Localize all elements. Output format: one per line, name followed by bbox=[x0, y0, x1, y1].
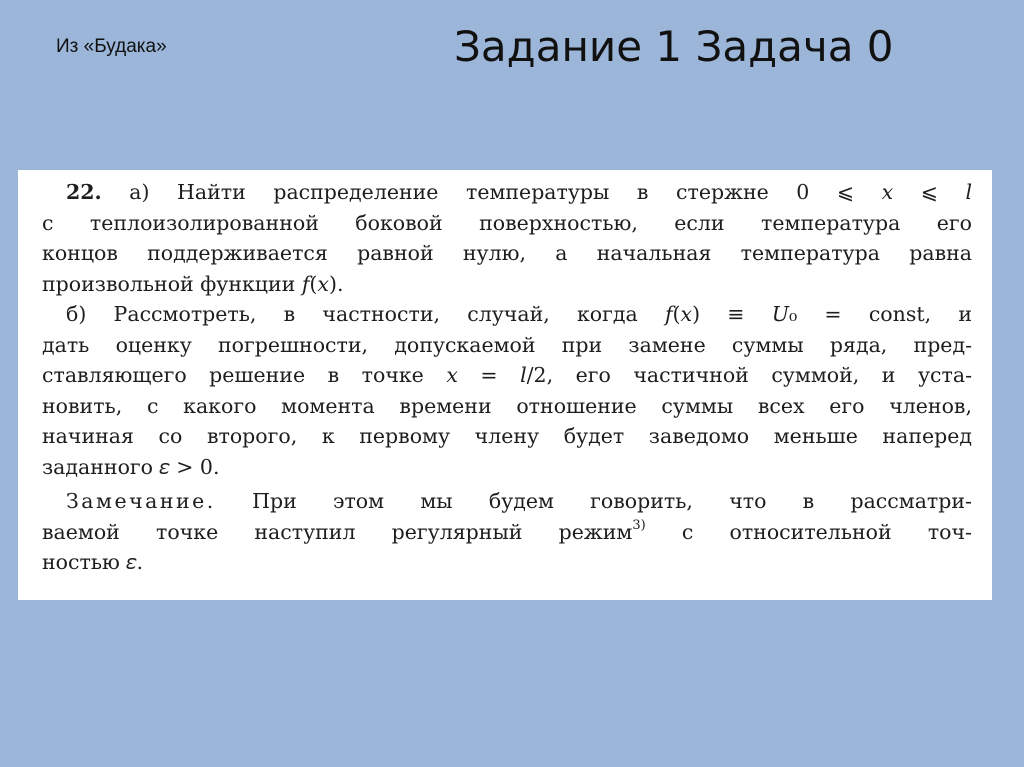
remark-line-2-text: ваемой точке наступил регулярный режим bbox=[42, 519, 633, 544]
problem-line-1 bbox=[42, 177, 972, 208]
remark-line-2 bbox=[42, 517, 972, 548]
problem-line-2: с теплоизолированной боковой поверхностью, если температура его bbox=[42, 210, 972, 235]
remark-line-1 bbox=[42, 486, 972, 517]
problem-line-9: начиная со второго, к первому члену будет заведомо меньше наперед bbox=[42, 424, 972, 448]
problem-line-1-text: а) Найти распределение температуры в стержне 0 ⩽ 𝑥 ⩽ 𝑙 bbox=[129, 180, 972, 204]
remark-line-1-text: При этом мы будем говорить, что в рассматри- bbox=[252, 489, 972, 513]
problem-line-4: произвольной функции 𝑓(𝑥). bbox=[42, 271, 344, 296]
problem-line-10: заданного 𝜀 > 0. bbox=[42, 454, 220, 479]
problem-line-5: б) Рассмотреть, в частности, случай, когда 𝑓(𝑥) ≡ 𝑈₀ = const, и bbox=[66, 302, 972, 326]
remark-line-2-tail: с относительной точ- bbox=[681, 519, 972, 544]
remark-line-3: ностью 𝜀. bbox=[42, 550, 144, 574]
scanned-problem-excerpt bbox=[18, 170, 992, 600]
remark-label: Замечание. bbox=[66, 489, 216, 513]
problem-line-7: ставляющего решение в точке 𝑥 = 𝑙/2, его частичной суммой, и уста- bbox=[42, 363, 972, 387]
slide-title: Задание 1 Задача 0 bbox=[454, 22, 894, 71]
problem-line-3: концов поддерживается равной нулю, а начальная температура равна bbox=[42, 241, 972, 265]
problem-line-6: дать оценку погрешности, допускаемой при замене суммы ряда, пред- bbox=[42, 332, 972, 357]
footnote-ref: 3) bbox=[632, 517, 646, 533]
problem-number: 22. bbox=[66, 180, 102, 204]
source-note: Из «Будака» bbox=[56, 36, 167, 57]
problem-text bbox=[42, 177, 972, 578]
problem-line-8: новить, с какого момента времени отношение суммы всех его членов, bbox=[42, 393, 972, 418]
